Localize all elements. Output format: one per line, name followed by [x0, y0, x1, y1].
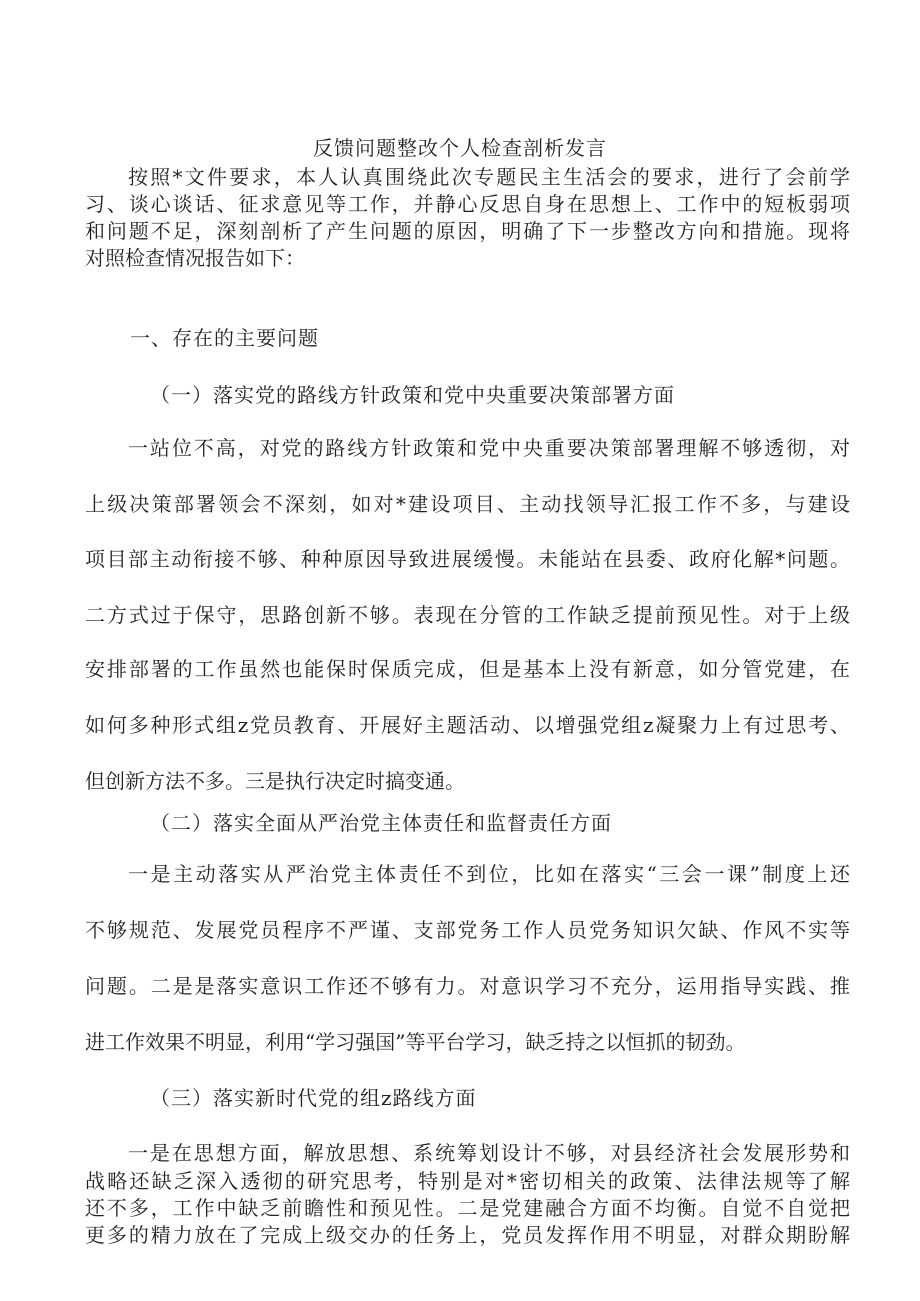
intro-line: 习、谈心谈话、征求意见等工作，并静心反思自身在思想上、工作中的短板弱项 — [85, 192, 850, 216]
subsection-heading: （二）落实全面从严治党主体责任和监督责任方面 — [150, 811, 612, 835]
body-line: 问题。二是是落实意识工作还不够有力。对意识学习不充分，运用指导实践、推 — [85, 974, 850, 998]
document-title: 反馈问题整改个人检查剖析发言 — [313, 136, 607, 160]
body-line: 一是主动落实从严治党主体责任不到位，比如在落实“三会一课”制度上还 — [128, 862, 850, 886]
section-heading: 一、存在的主要问题 — [130, 326, 319, 350]
intro-line: 和问题不足，深刻剖析了产生问题的原因，明确了下一步整改方向和措施。现将 — [85, 219, 850, 243]
body-line: 一站位不高，对党的路线方针政策和党中央重要决策部署理解不够透彻，对 — [128, 436, 850, 460]
subsection-heading: （一）落实党的路线方针政策和党中央重要决策部署方面 — [150, 383, 675, 407]
body-line: 不够规范、发展党员程序不严谨、支部党务工作人员党务知识欠缺、作风不实等 — [85, 918, 850, 942]
body-line: 二方式过于保守，思路创新不够。表现在分管的工作缺乏提前预见性。对于上级 — [85, 603, 850, 627]
subsection-heading: （三）落实新时代党的组z路线方面 — [150, 1086, 477, 1110]
body-line: 如何多种形式组z党员教育、开展好主题活动、以增强党组z凝聚力上有过思考、 — [85, 713, 850, 737]
body-line: 但创新方法不多。三是执行决定时搞变通。 — [85, 769, 465, 793]
body-line: 安排部署的工作虽然也能保时保质完成，但是基本上没有新意，如分管党建，在 — [85, 657, 850, 681]
body-line: 还不多，工作中缺乏前瞻性和预见性。二是党建融合方面不均衡。自觉不自觉把 — [85, 1196, 850, 1220]
body-line: 进工作效果不明显，利用“学习强国”等平台学习，缺乏持之以恒抓的韧劲。 — [85, 1030, 746, 1054]
body-line: 项目部主动衔接不够、种种原因导致进展缓慢。未能站在县委、政府化解*问题。 — [85, 547, 850, 571]
intro-line: 对照检查情况报告如下： — [85, 246, 305, 270]
body-line: 上级决策部署领会不深刻，如对*建设项目、主动找领导汇报工作不多，与建设 — [85, 492, 850, 516]
intro-line: 按照*文件要求，本人认真围绕此次专题民主生活会的要求，进行了会前学 — [128, 165, 850, 189]
body-line: 更多的精力放在了完成上级交办的任务上，党员发挥作用不明显，对群众期盼解 — [85, 1223, 850, 1247]
body-line: 一是在思想方面，解放思想、系统筹划设计不够，对县经济社会发展形势和 — [128, 1141, 850, 1165]
body-line: 战略还缺乏深入透彻的研究思考，特别是对*密切相关的政策、法律法规等了解 — [85, 1169, 850, 1193]
